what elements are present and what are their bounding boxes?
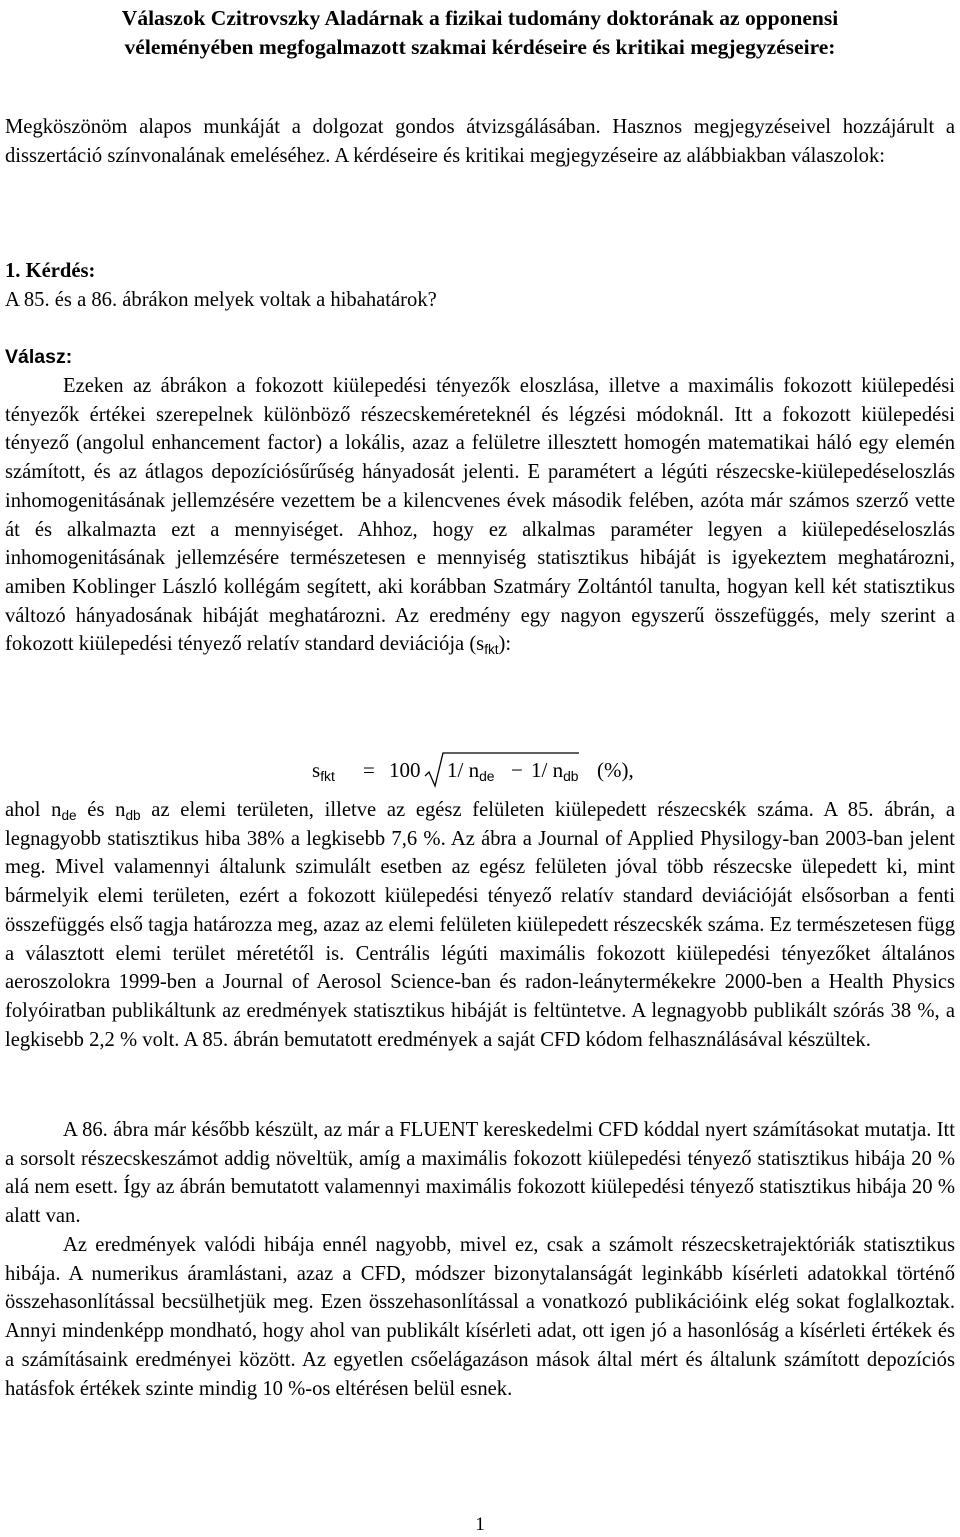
answer-paragraph-1-text: Ezeken az ábrákon a fokozott kiülepedési tényezők eloszlása, illetve a maximális fokozott kiülepedési tényezők értékei szerepelnek különböző részecskeméreteknél és légzési módoknál. Itt a fokozott kiülepedési tényező (angolul enhancement factor) a lokális, azaz a felületre illesztett homogén matematikai háló egy elemén számított, és az átlagos depozíciósűrűség hányadosát jelenti. E paramétert a légúti részecske-kiülepedéseloszlás inhomogenitásának jellemzésére vezettem be a kilencvenes évek második felében, azóta már számos szerző vette át és alkalmazta ezt a mennyiséget. Ahhoz, hogy ez alkalmas paraméter legyen a kiülepedéseloszlás inhomogenitásának jellemzésére természetesen e mennyiség statisztikus hibáját is igyekeztem meghatározni, amiben Koblinger László kollégám segített, aki korábban Szatmáry Zoltántól tanulta, hogyan kell két statisztikus változó hányadosának hibáját meghatározni. Az eredmény egy nagyon egyszerű összefüggés, mely szerint a fokozott kiülepedési tényező relatív standard deviációja (s: [5, 375, 955, 656]
answer-paragraph-4: [5, 1231, 955, 1403]
fkt-subscript: fkt: [484, 642, 499, 658]
answer-paragraph-1-end: ):: [498, 633, 512, 656]
deviation-formula: [5, 750, 955, 790]
formula-term-1: 1/ $n_{de}$: [447, 758, 495, 785]
formula-term-2: 1/ $n_{db}$: [531, 758, 579, 785]
formula-s: $s_{fkt}$: [312, 758, 335, 785]
intro-paragraph: Megköszönöm alapos munkáját a dolgozat gondos átvizsgálásában. Hasznos megjegyzéseivel hozzájárult a disszertáció színvonalának emeléséhez. A kérdéseire és kritikai megjegyzéseire az alábbiakban válaszolok:: [5, 116, 955, 167]
title-line-1: Válaszok Czitrovszky Aladárnak a fizikai tudomány doktorának az opponensi: [121, 6, 839, 30]
answer-paragraph-2: ahol $n_{de}$ és $n_{db}$ az elemi területen, illetve az egész felületen kiülepedett részecskék száma. A 85. ábrán, a legnagyobb statisztikus hiba 38% a legkisebb 7,6 %. Az ábra a Journal of Applied Physilogy-ban 2003-ban jelent meg. Mivel valamennyi általunk szimulált esetben az egész felületen jóval több részecske ülepedett ki, mint bármelyik elemi területen, ezért a fokozott kiülepedési tényező relatív standard deviációját elsősorban a fenti összefüggés első tagja határozza meg, azaz az elemi felületen kiülepedett részecskék száma. Ez természetesen függ a választott elemi terület méretétől is. Centrális légúti maximális fokozott kiülepedési tényezőket általános aeroszolokra 1999-ben a Journal of Aerosol Science-ban és radon-leánytermékekre 2000-ben a Health Physics folyóiratban publikáltunk az eredmények statisztikus hibáját is feltüntetve. A legnagyobb publikált szórás 38 %, a legkisebb 2,2 % volt. A 85. ábrán bemutatott eredmények a saját CFD kódom felhasználásával készültek.: [5, 799, 956, 1051]
document-title: [5, 4, 955, 62]
question-heading: [5, 257, 955, 286]
answer-paragraph-3: [5, 1116, 955, 1231]
formula-equals: =: [363, 758, 375, 782]
answer-paragraph-3-text: A 86. ábra már később készült, az már a FLUENT kereskedelmi CFD kóddal nyert számításokat mutatja. Itt a sorsolt részecskeszámot addig növeltük, amíg a maximális fokozott kiülepedési tényező statisztikus hibája 20 % alá nem esett. Így az ábrán bemutatott valamennyi maximális fokozott kiülepedési tényező statisztikus hibája 20 % alatt van.: [5, 1119, 955, 1228]
answer-paragraph-4-text: Az eredmények valódi hibája ennél nagyobb, mivel ez, csak a számolt részecsketrajektóriák statisztikus hibája. A numerikus áramlástani, azaz a CFD, módszer bizonytalanságát leginkább kísérleti adatokkal történő összehasonlítással becsülhetjük meg. Ezen összehasonlítással a vonatkozó publikációink elég sokat foglalkoztak. Annyi mindenképp mondható, hogy ahol van publikált kísérleti adat, ott igen jó a hasonlóság a kísérleti értékek és a számításaink eredményei között. Az egyetlen csőelágazáson mások által mért és általunk számított depozíciós hatásfok értékek szinte mindig 10 %-os eltérésen belül esnek.: [5, 1234, 955, 1400]
page-number: 1: [475, 1514, 485, 1535]
answer-heading-text: Válasz:: [5, 346, 73, 368]
formula-coefficient: 100: [389, 758, 421, 782]
question-text: A 85. és a 86. ábrákon melyek voltak a hibahatárok?: [5, 289, 437, 311]
answer-paragraph-1: [5, 372, 955, 659]
question-heading-text: 1. Kérdés:: [5, 260, 96, 282]
formula-unit: (%),: [597, 758, 634, 782]
formula-minus: −: [511, 758, 523, 782]
title-line-2: véleményében megfogalmazott szakmai kérdéseire és kritikai megjegyzéseire:: [124, 35, 836, 59]
answer-heading: [5, 343, 955, 372]
